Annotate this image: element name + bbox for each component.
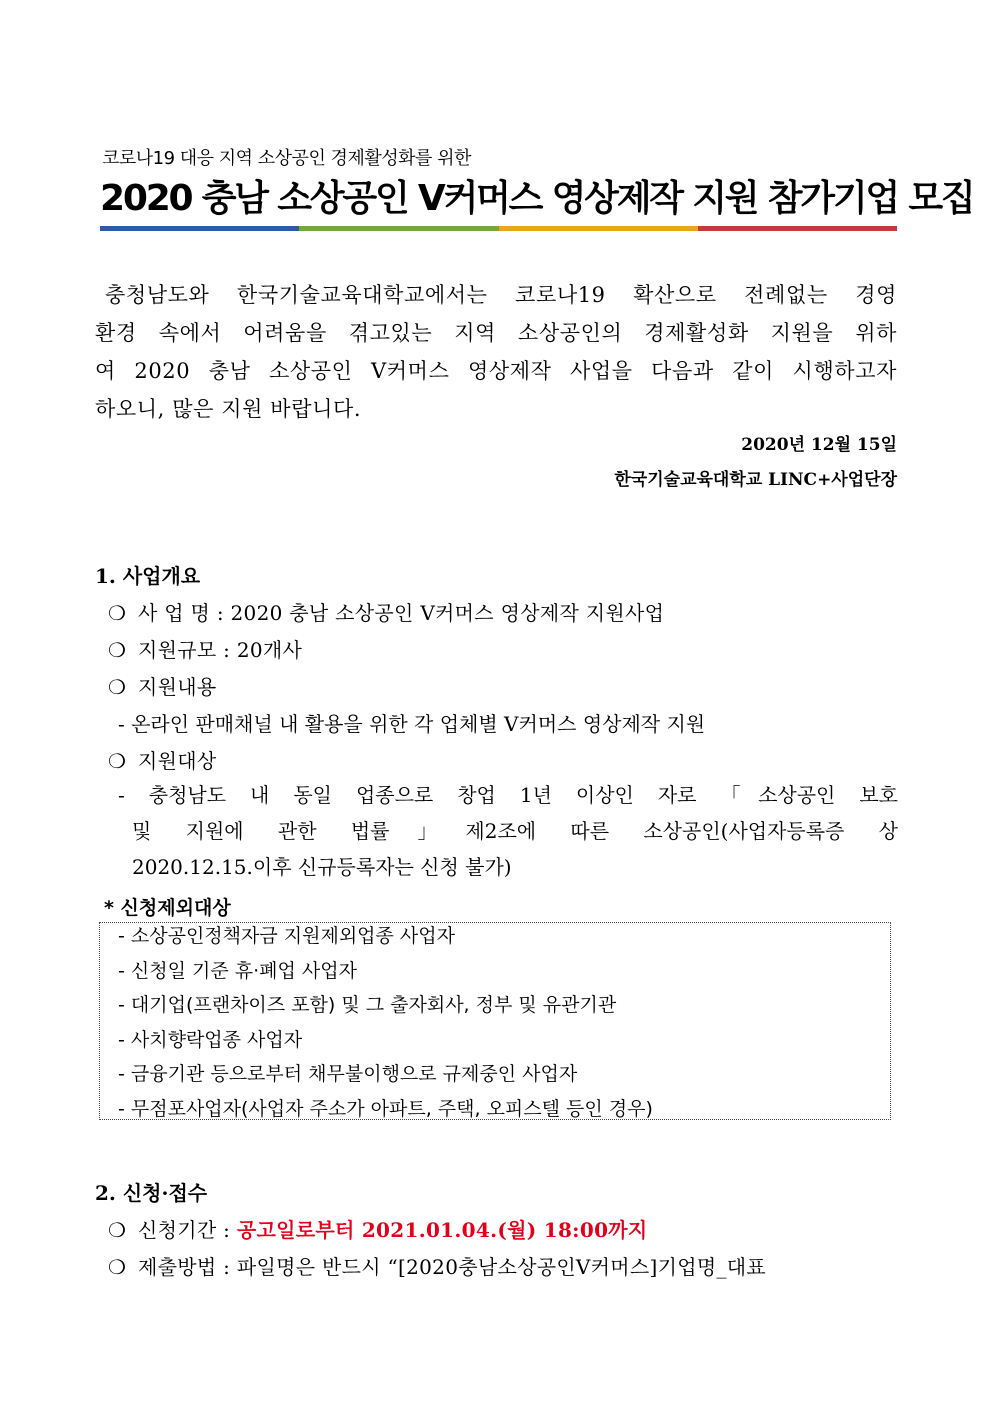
overview-item-project-name (108, 597, 664, 626)
section-2-title: 2. 신청·접수 (95, 1181, 208, 1205)
circle-bullet-icon: ❍ (108, 1218, 127, 1242)
announcement-signer: 한국기술교육대학교 LINC+사업단장 (614, 470, 897, 490)
period-label: 신청기간 : (138, 1218, 237, 1242)
circle-bullet-icon: ❍ (108, 1255, 127, 1279)
color-bar-green (299, 226, 498, 231)
exclusion-title: * 신청제외대상 (104, 897, 231, 919)
item-text: 지원대상 (138, 749, 217, 773)
submission-method (108, 1251, 766, 1280)
target-line: 및 지원에 관한 법률」제2조에 따른 소상공인(사업자등록증 상 (132, 819, 898, 843)
exclusion-list (118, 923, 653, 1130)
application-period (108, 1214, 648, 1243)
period-value: 공고일로부터 2021.01.04.(월) 18:00까지 (236, 1218, 648, 1242)
content-detail: - 온라인 판매채널 내 활용을 위한 각 업체별 V커머스 영상제작 지원 (118, 712, 706, 736)
title-color-bar (100, 226, 897, 231)
method-text: 제출방법 : 파일명은 반드시 “[2020충남소상공인V커머스]기업명_대표 (138, 1255, 767, 1279)
color-bar-red (698, 226, 897, 231)
exclusion-item: - 소상공인정책자금 지원제외업종 사업자 (118, 925, 455, 947)
intro-line: 환경 속에서 어려움을 겪고있는 지역 소상공인의 경제활성화 지원을 위하 (95, 321, 897, 345)
target-detail (118, 777, 898, 885)
exclusion-item: - 대기업(프랜차이즈 포함) 및 그 출자회사, 정부 및 유관기관 (118, 994, 617, 1016)
target-line: - 충청남도 내 동일 업종으로 창업 1년 이상인 자로 「소상공인 보호 (118, 783, 898, 807)
exclusion-item: - 무점포사업자(사업자 주소가 아파트, 주택, 오피스텔 등인 경우) (118, 1097, 653, 1120)
exclusion-item: - 금융기관 등으로부터 채무불이행으로 규제중인 사업자 (118, 1063, 578, 1085)
document-title: 2020 충남 소상공인 V커머스 영상제작 지원 참가기업 모집 (100, 178, 974, 219)
exclusion-item: - 사치향락업종 사업자 (118, 1028, 303, 1051)
circle-bullet-icon: ❍ (108, 749, 127, 773)
overview-item-scale (108, 634, 302, 663)
intro-line: 여 2020 충남 소상공인 V커머스 영상제작 사업을 다음과 같이 시행하고자 (95, 359, 897, 383)
exclusion-item: - 신청일 기준 휴·폐업 사업자 (118, 959, 357, 982)
circle-bullet-icon: ❍ (108, 675, 127, 699)
overview-item-target (108, 745, 216, 774)
exclusion-box (99, 922, 891, 1120)
item-text: 사 업 명 : 2020 충남 소상공인 V커머스 영상제작 지원사업 (138, 601, 665, 625)
item-text: 지원규모 : 20개사 (138, 638, 303, 662)
item-text: 지원내용 (138, 675, 217, 699)
document-subtitle: 코로나19 대응 지역 소상공인 경제활성화를 위한 (102, 148, 471, 169)
color-bar-yellow (499, 226, 698, 231)
intro-line: 하오니, 많은 지원 바랍니다. (95, 397, 362, 421)
color-bar-blue (100, 226, 299, 231)
intro-line: 충청남도와 한국기술교육대학교에서는 코로나19 확산으로 전례없는 경영 (105, 283, 897, 307)
target-line: 2020.12.15.이후 신규등록자는 신청 불가) (132, 855, 512, 879)
announcement-date: 2020년 12월 15일 (741, 435, 897, 455)
circle-bullet-icon: ❍ (108, 638, 127, 662)
section-1-title: 1. 사업개요 (95, 564, 201, 588)
circle-bullet-icon: ❍ (108, 601, 127, 625)
overview-item-content (108, 671, 216, 700)
intro-paragraph (95, 276, 897, 428)
